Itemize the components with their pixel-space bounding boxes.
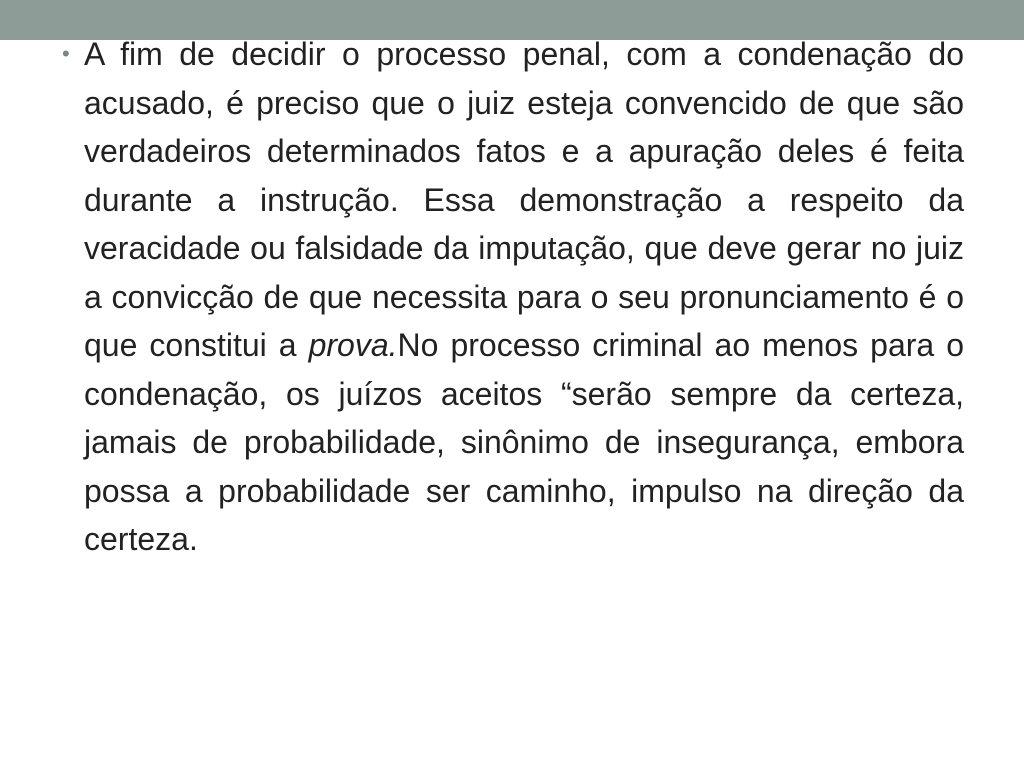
bullet-icon: • (62, 41, 70, 66)
body-paragraph (84, 30, 964, 564)
paragraph-emphasis: prova. (308, 327, 398, 363)
paragraph-text-part1: A fim de decidir o processo penal, com a condenação do acusado, é preciso que o juiz esteja convencido de que são verdadeiros determinados fatos e a apuração deles é feita durante a instrução. Essa demonstração a respeito da veracidade ou falsidade da imputação, que deve gerar no juiz a convicção de que necessita para o seu pronunciamento é o que constitui a (84, 36, 964, 363)
paragraph-text-part2: No processo criminal ao menos para o condenação, os juízos aceitos “serão sempre da certeza, jamais de probabilidade, sinônimo de insegurança, embora possa a probabilidade ser caminho, impulso na direção da certeza. (84, 327, 965, 557)
bullet-list-item (62, 30, 965, 564)
